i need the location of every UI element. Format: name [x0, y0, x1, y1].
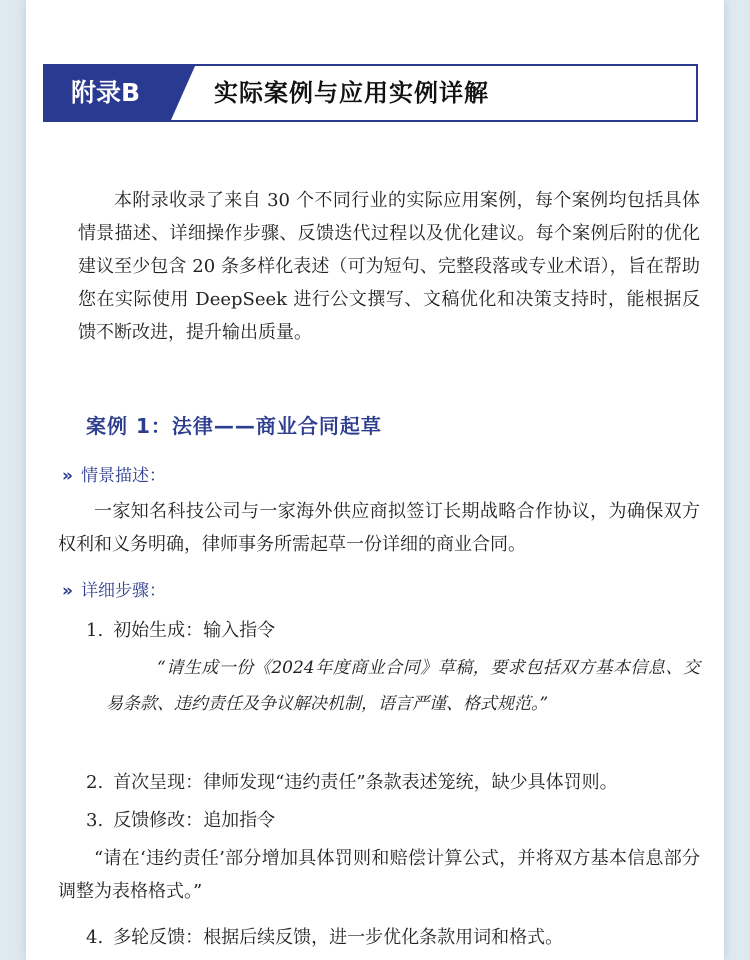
step-item	[86, 923, 563, 949]
step-label: 反馈修改：	[113, 810, 204, 831]
appendix-title: 实际案例与应用实例详解	[214, 79, 489, 107]
scenario-label: 情景描述：	[80, 466, 166, 486]
step-item	[86, 806, 275, 832]
case-title: 案例 1：法律——商业合同起草	[86, 414, 382, 438]
step-number: 4.	[86, 927, 104, 948]
step-text: 追加指令	[203, 810, 276, 831]
appendix-banner	[43, 64, 698, 122]
chevron-double-right-icon: »	[62, 466, 73, 486]
intro-section	[78, 184, 700, 349]
prompt-quote-2: “请在‘违约责任’部分增加具体罚则和赔偿计算公式，并将双方基本信息部分调整为表格格式。”	[58, 848, 700, 902]
step-text: 输入指令	[203, 620, 276, 641]
step-label: 初始生成：	[113, 620, 204, 641]
steps-label: 详细步骤：	[80, 581, 166, 601]
step-number: 1.	[86, 620, 104, 641]
scenario-text: 一家知名科技公司与一家海外供应商拟签订长期战略合作协议，为确保双方权利和义务明确，律师事务所需起草一份详细的商业合同。	[58, 501, 700, 555]
chevron-double-right-icon: »	[62, 581, 73, 601]
step-number: 2.	[86, 772, 104, 793]
steps-heading	[62, 576, 166, 601]
step-text: 根据后续反馈，进一步优化条款用词和格式。	[203, 927, 564, 948]
step-label: 首次呈现：	[113, 772, 204, 793]
prompt-quote-1: “请生成一份《2024年度商业合同》草稿，要求包括双方基本信息、交易条款、违约责任及争议解决机制，语言严谨、格式规范。”	[106, 658, 700, 714]
appendix-tag-label: 附录B	[71, 78, 141, 107]
step-text: 律师发现“违约责任”条款表述笼统，缺少具体罚则。	[203, 772, 618, 793]
step-item	[86, 768, 618, 794]
step-number: 3.	[86, 810, 104, 831]
scenario-heading	[62, 461, 166, 486]
step-item	[86, 616, 275, 642]
intro-paragraph: 本附录收录了来自 30 个不同行业的实际应用案例，每个案例均包括具体情景描述、详细操作步骤、反馈迭代过程以及优化建议。每个案例后附的优化建议至少包含 20 条多样化表述（可为短句、完整段落或专业术语），旨在帮助您在实际使用 DeepSeek 进行公文撰写、文稿优化和决策支持时，能根据反馈不断改进，提升输出质量。	[78, 190, 700, 343]
step-label: 多轮反馈：	[113, 927, 204, 948]
